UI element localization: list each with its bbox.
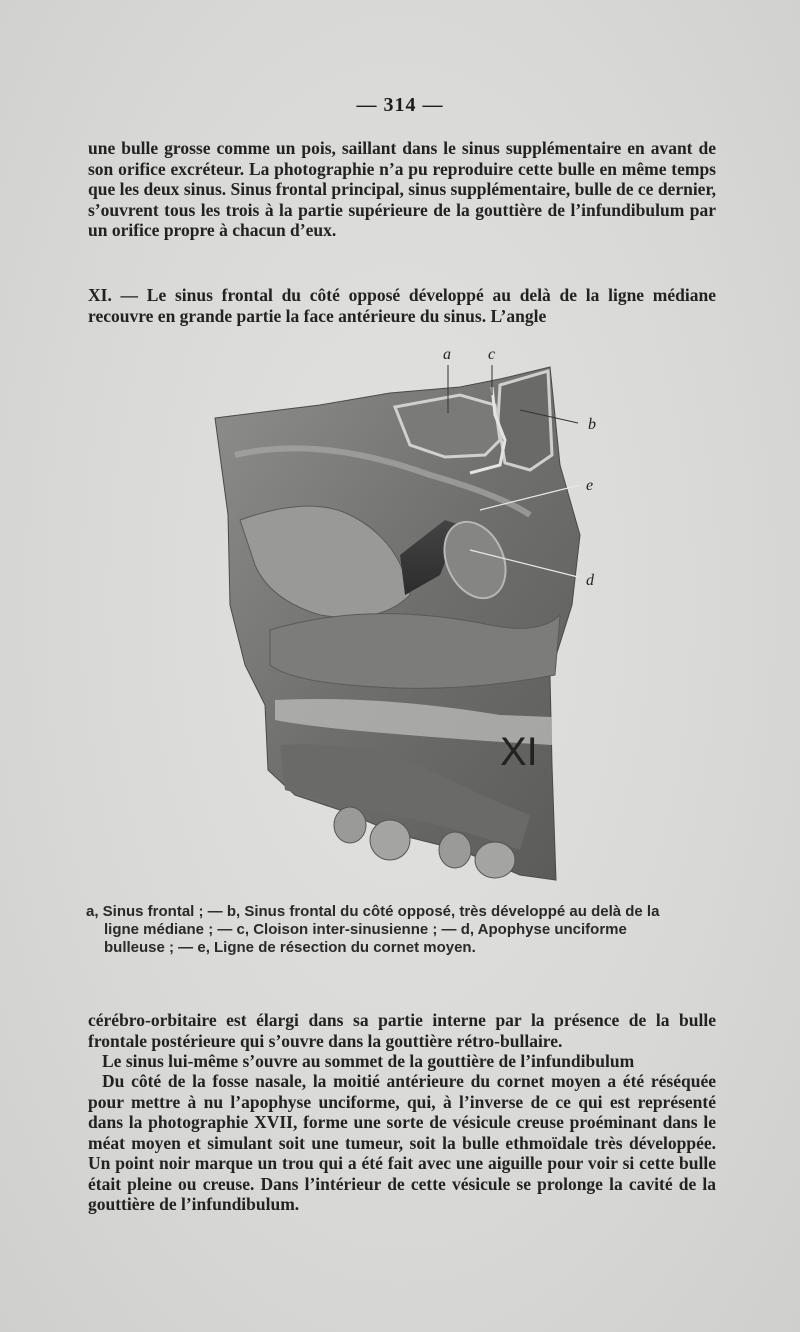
caption-line-2: ligne médiane ; — c, Cloison inter-sinusienne ; — d, Apophyse unciforme — [104, 921, 627, 938]
paragraph-5: Du côté de la fosse nasale, la moitié antérieure du cornet moyen a été réséquée pour mettre à nu l’apophyse unciforme, qui, à l’inverse de ce qui est représenté dans la photographie XVII, forme une sorte de vésicule creuse proéminant dans le méat moyen et simulant soit une tumeur, soit la bulle ethmoïdale très développée. Un point noir marque un trou qui a été fait avec une aiguille pour voir si cette bulle était pleine ou creuse. Dans l’intérieur de cette vésicule se prolonge la cavité de la gouttière de l’infundibulum. — [88, 1071, 716, 1214]
page-number: — 314 — — [356, 94, 444, 116]
caption-line-3: bulleuse ; — e, Ligne de résection du cornet moyen. — [104, 939, 476, 956]
label-e: e — [586, 477, 594, 494]
paragraph-4: Le sinus lui-même s’ouvre au sommet de la gouttière de l’infundibulum — [102, 1051, 635, 1071]
paragraph-2: XI. — Le sinus frontal du côté opposé développé au delà de la ligne médiane recouvre en grande partie la face antérieure du sinus. L’angle — [88, 285, 716, 326]
anatomical-photograph — [200, 345, 620, 890]
label-b: b — [588, 416, 596, 433]
figure-caption — [86, 903, 716, 957]
tooth — [370, 820, 410, 860]
tooth — [334, 807, 366, 843]
label-a: a — [443, 346, 451, 363]
label-c: c — [488, 346, 496, 363]
caption-line-1: a, Sinus frontal ; — b, Sinus frontal du côté opposé, très développé au delà de la — [86, 903, 660, 920]
label-d: d — [586, 572, 594, 589]
specimen-mark: XI — [500, 730, 538, 774]
paragraph-3: cérébro-orbitaire est élargi dans sa partie interne par la présence de la bulle frontale postérieure qui s’ouvre dans la gouttière rétro-bullaire. — [88, 1010, 716, 1051]
paragraph-1: une bulle grosse comme un pois, saillant dans le sinus supplémentaire en avant de son orifice excréteur. La photographie n’a pu reproduire cette bulle en même temps que les deux sinus. Sinus frontal principal, sinus supplémentaire, bulle de ce dernier, s’ouvrent tous les trois à la partie supérieure de la gouttière de l’infundibulum par un orifice propre à chacun d’eux. — [88, 138, 716, 240]
opposite-frontal-sinus — [498, 371, 552, 470]
tooth — [439, 832, 471, 868]
tooth — [475, 842, 515, 878]
